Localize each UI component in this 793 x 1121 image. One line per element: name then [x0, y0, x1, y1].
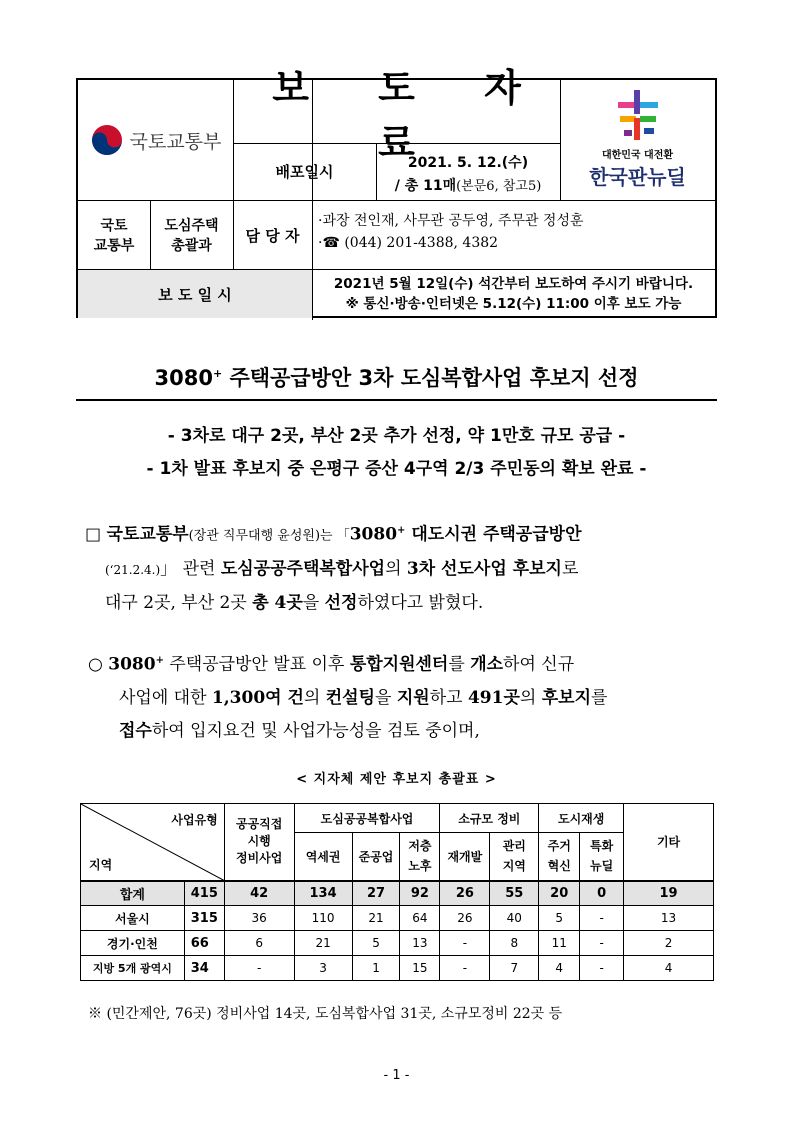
row-value: 6 — [224, 931, 294, 956]
row-value: 40 — [490, 906, 539, 931]
th-urban-regen: 도시재생 — [539, 804, 624, 833]
page-title: 3080+ 주택공급방안 3차 도심복합사업 후보지 선정 — [154, 366, 639, 390]
row-value: 19 — [624, 881, 714, 906]
th-etc: 기타 — [624, 804, 714, 881]
row-value: 42 — [224, 881, 294, 906]
row-value: 11 — [539, 931, 580, 956]
th-station: 역세권 — [294, 833, 352, 881]
row-value: 3 — [294, 956, 352, 981]
korean-new-deal-logo — [560, 80, 715, 200]
row-region: 경기·인천 — [81, 931, 185, 956]
row-value: 110 — [294, 906, 352, 931]
table-row — [81, 931, 714, 956]
row-value: 0 — [580, 881, 624, 906]
row-value: 13 — [624, 906, 714, 931]
th-redevelop: 재개발 — [440, 833, 490, 881]
row-total: 415 — [184, 881, 224, 906]
table-row-total — [81, 881, 714, 906]
th-complex: 도심공공복합사업 — [294, 804, 440, 833]
embargo-label: 보 도 일 시 — [78, 270, 312, 318]
table-footnote: ※ (민간제안, 76곳) 정비사업 14곳, 도심복합사업 31곳, 소규모정비 22곳 등 — [88, 1006, 563, 1022]
table-caption: < 지자체 제안 후보지 총괄표 > — [296, 772, 497, 787]
row-region: 지방 5개 광역시 — [81, 956, 185, 981]
brand-tagline: 대한민국 대전환 — [601, 150, 674, 161]
table-row — [81, 956, 714, 981]
ministry-logo — [78, 80, 233, 200]
row-total: 315 — [184, 906, 224, 931]
doc-type-title: 보 도 자 료 — [272, 64, 549, 165]
ministry-logo-text: 국토교통부 — [129, 130, 222, 153]
embargo-line2: ※ 통신·방송·인터넷은 5.12(수) 11:00 이후 보도 가능 — [345, 296, 682, 312]
row-value: 4 — [539, 956, 580, 981]
title-rule — [76, 399, 717, 401]
row-value: - — [580, 956, 624, 981]
press-release-header — [76, 64, 717, 318]
page-number: - 1 - — [383, 1068, 410, 1083]
th-public-direct: 공공직접 시행 정비사업 — [224, 804, 294, 881]
org-ministry: 국토 교통부 — [93, 218, 135, 254]
dist-info — [376, 143, 560, 200]
org-division: 도심주택 총괄과 — [164, 218, 219, 254]
row-value: 2 — [624, 931, 714, 956]
table-corner-cell — [81, 804, 225, 881]
th-industrial: 준공업 — [352, 833, 400, 881]
paragraph-1: □ 국토교통부(장관 직무대행 윤성원)는 「3080+ 대도시권 주택공급방안 (‘21.2.4.)」 관련 도심공공주택복합사업의 3차 선도사업 후보지로 대구 2곳, 부산 2곳 총 4곳을 선정하였다고 밝혔다. — [85, 524, 582, 613]
row-value: 20 — [539, 881, 580, 906]
square-bullet-icon: □ — [85, 524, 102, 545]
dist-pages-note: (본문6, 참고5) — [456, 179, 542, 194]
row-value: - — [224, 956, 294, 981]
row-value: 1 — [352, 956, 400, 981]
row-value: 55 — [490, 881, 539, 906]
contact-info — [318, 210, 718, 254]
contact-phone: ·☎ (044) 201-4388, 4382 — [318, 235, 499, 251]
dist-label: 배포일시 — [275, 163, 334, 181]
row-value: 92 — [400, 881, 440, 906]
table-row — [81, 906, 714, 931]
table-body — [81, 881, 714, 981]
row-value: 36 — [224, 906, 294, 931]
th-lowrise: 저층 노후 — [400, 833, 440, 881]
subtitle-1: - 3차로 대구 2곳, 부산 2곳 추가 선정, 약 1만호 규모 공급 - — [167, 426, 626, 446]
row-value: - — [440, 956, 490, 981]
row-value: 15 — [400, 956, 440, 981]
embargo-text — [312, 270, 715, 318]
row-value: 5 — [352, 931, 400, 956]
row-region: 합계 — [81, 881, 185, 906]
row-value: 27 — [352, 881, 400, 906]
row-value: 4 — [624, 956, 714, 981]
dist-pages: / 총 11매 — [394, 178, 457, 194]
row-value: 21 — [352, 906, 400, 931]
th-housing: 주거 혁신 — [539, 833, 580, 881]
row-value: 26 — [440, 906, 490, 931]
row-value: - — [580, 906, 624, 931]
row-value: 26 — [440, 881, 490, 906]
row-value: 21 — [294, 931, 352, 956]
row-value: 134 — [294, 881, 352, 906]
embargo-line1: 2021년 5월 12일(수) 석간부터 보도하여 주시기 바랍니다. — [333, 276, 694, 292]
circle-bullet-icon: ○ — [88, 654, 103, 675]
corner-top-label: 사업유형 — [171, 813, 218, 827]
row-total: 66 — [184, 931, 224, 956]
row-value: 13 — [400, 931, 440, 956]
th-small-scale: 소규모 정비 — [440, 804, 539, 833]
row-value: - — [580, 931, 624, 956]
new-deal-emblem-icon — [614, 88, 662, 142]
row-region: 서울시 — [81, 906, 185, 931]
summary-table — [80, 803, 714, 981]
corner-bottom-label: 지역 — [89, 857, 113, 872]
row-value: 7 — [490, 956, 539, 981]
subtitle-2: - 1차 발표 후보지 중 은평구 증산 4구역 2/3 주민동의 확보 완료 - — [146, 459, 647, 479]
row-value: 64 — [400, 906, 440, 931]
paragraph-2: ○ 3080+ 주택공급방안 발표 이후 통합지원센터를 개소하여 신규 사업에 대한 1,300여 건의 컨설팅을 지원하고 491곳의 후보지를 접수하여 입지요건 및 사업가능성을 검토 중이며, — [88, 654, 608, 741]
taegeuk-emblem-icon — [90, 123, 124, 157]
contact-label: 담 당 자 — [245, 226, 300, 245]
contact-names: ·과장 전인재, 사무관 공두영, 주무관 정성훈 — [318, 213, 584, 229]
row-value: - — [440, 931, 490, 956]
brand-name: 한국판뉴딜 — [589, 165, 686, 189]
th-special: 특화 뉴딜 — [580, 833, 624, 881]
row-total: 34 — [184, 956, 224, 981]
dist-date: 2021. 5. 12.(수) — [407, 155, 529, 171]
th-managed: 관리 지역 — [490, 833, 539, 881]
row-value: 8 — [490, 931, 539, 956]
row-value: 5 — [539, 906, 580, 931]
